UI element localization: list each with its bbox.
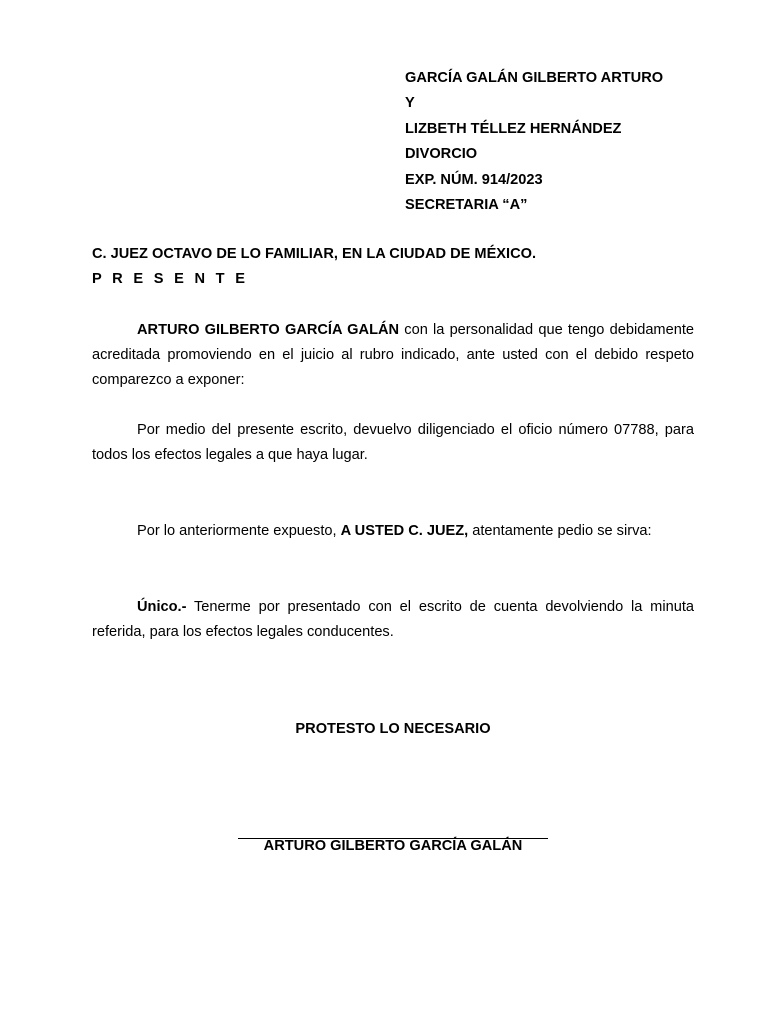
introduction-text: con la personalidad que tengo debidamente acreditada promoviendo en el juicio al rubro indicado, ante usted con el debido respeto comparezco a exponer: [92,322,694,389]
case-secretaria: SECRETARIA “A” [405,197,528,214]
signature-name: ARTURO GILBERTO GARCÍA GALÁN [263,838,523,854]
addressee-judge: C. JUEZ OCTAVO DE LO FAMILIAR, EN LA CIUDAD DE MÉXICO. [92,246,537,262]
case-party-2: LIZBETH TÉLLEZ HERNÁNDEZ [405,120,622,137]
addressee-presente: P R E S E N T E [92,271,249,287]
petition-intro-before: Por lo anteriormente expuesto, [137,523,341,539]
paragraph-statement [92,418,694,468]
statement-text: Por medio del presente escrito, devuelvo diligenciado el oficio número 07788, para todos los efectos legales a que haya lugar. [92,422,694,464]
paragraph-petition-unico [92,595,694,645]
promovente-name: ARTURO GILBERTO GARCÍA GALÁN [137,322,400,338]
case-header [405,66,663,218]
case-conjunction: Y [405,95,415,112]
addressee-block [92,242,536,292]
petition-intro-after: atentamente pedio se sirva: [468,523,652,539]
petition-intro-bold: A USTED C. JUEZ, [340,523,469,539]
unico-text: Tenerme por presentado con el escrito de cuenta devolviendo la minuta referida, para los efectos legales conducentes. [92,599,694,641]
paragraph-petition-intro [92,519,694,544]
case-party-1: GARCÍA GALÁN GILBERTO ARTURO [405,70,664,86]
paragraph-introduction [92,318,694,394]
unico-label: Único.- [137,599,187,615]
case-file-number: EXP. NÚM. 914/2023 [405,171,543,188]
protesto-heading: PROTESTO LO NECESARIO [295,721,491,737]
case-type: DIVORCIO [405,146,478,163]
